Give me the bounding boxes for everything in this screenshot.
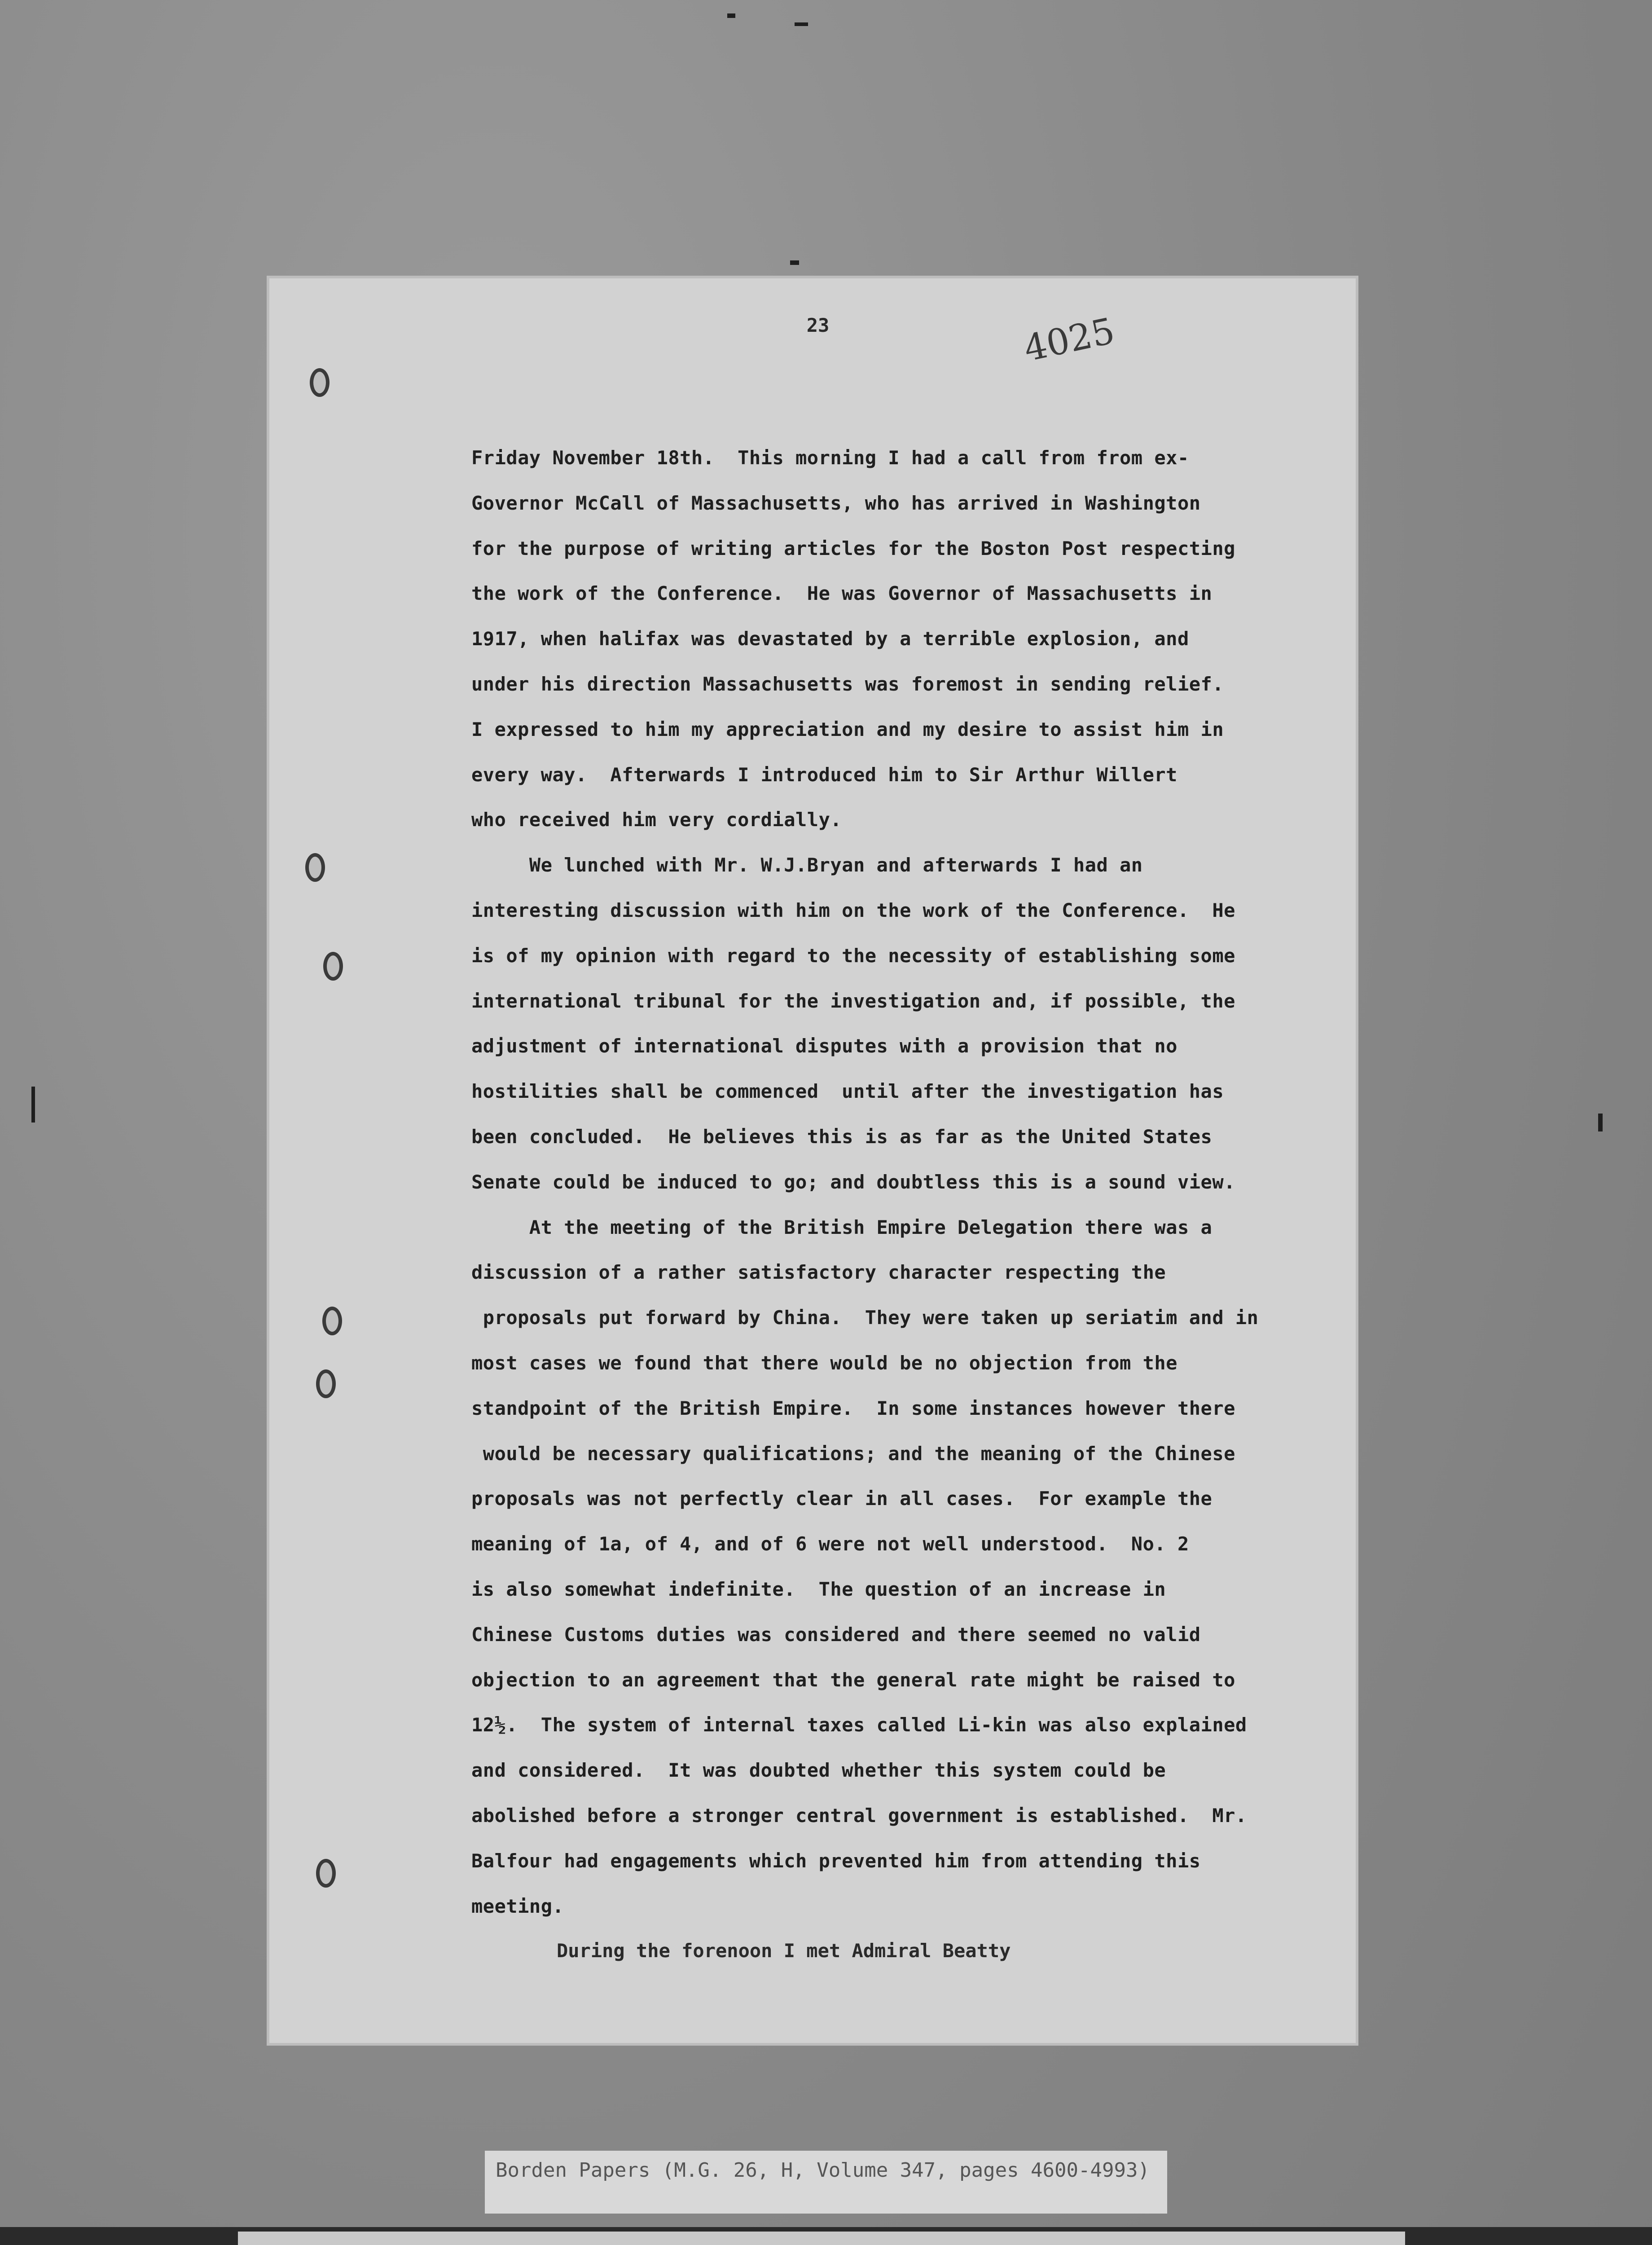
binder-hole [310, 368, 330, 397]
text-line: international tribunal for the investigation and, if possible, the [471, 990, 1235, 1012]
text-line: adjustment of international disputes with a provision that no [471, 1035, 1177, 1057]
text-line: objection to an agreement that the general rate might be raised to [471, 1668, 1235, 1691]
text-line: and considered. It was doubted whether this system could be [471, 1759, 1166, 1782]
text-line: for the purpose of writing articles for the Boston Post respecting [471, 537, 1235, 559]
film-mark [727, 13, 735, 18]
text-line: Senate could be induced to go; and doubtless this is a sound view. [471, 1171, 1235, 1193]
text-line: 1917, when halifax was devastated by a terrible explosion, and [471, 628, 1189, 650]
text-line: is of my opinion with regard to the necessity of establishing some [471, 944, 1235, 967]
text-line: meaning of 1a, of 4, and of 6 were not well understood. No. 2 [471, 1533, 1189, 1555]
text-line: proposals put forward by China. They were taken up seriatim and in [471, 1307, 1259, 1329]
folio-stamp: 4025 [1020, 309, 1119, 370]
text-line: who received him very cordially. [471, 809, 842, 831]
text-line: I expressed to him my appreciation and my desire to assist him in [471, 718, 1224, 740]
binder-hole [316, 1859, 336, 1888]
text-line: under his direction Massachusetts was foremost in sending relief. [471, 673, 1224, 695]
binder-hole [305, 853, 325, 882]
text-line: Friday November 18th. This morning I had a call from from ex- [471, 447, 1189, 469]
text-line: most cases we found that there would be no objection from the [471, 1351, 1177, 1374]
text-line: every way. Afterwards I introduced him to Sir Arthur Willert [471, 763, 1177, 786]
page-number: 23 [806, 314, 830, 336]
text-line: been concluded. He believes this is as far as the United States [471, 1125, 1213, 1148]
text-line: We lunched with Mr. W.J.Bryan and afterwards I had an [471, 854, 1143, 876]
film-mark [1598, 1114, 1603, 1131]
closing-line: During the forenoon I met Admiral Beatty [557, 1940, 1011, 1962]
text-line: would be necessary qualifications; and the meaning of the Chinese [471, 1442, 1235, 1465]
text-line: Chinese Customs duties was considered and there seemed no valid [471, 1623, 1201, 1646]
text-line: Balfour had engagements which prevented him from attending this [471, 1849, 1201, 1872]
text-line: At the meeting of the British Empire Delegation there was a [471, 1216, 1213, 1238]
text-line: discussion of a rather satisfactory character respecting the [471, 1261, 1166, 1284]
archives-card [238, 2232, 1405, 2245]
text-line: the work of the Conference. He was Governor of Massachusetts in [471, 582, 1213, 605]
text-line: interesting discussion with him on the work of the Conference. He [471, 899, 1235, 921]
text-line: proposals was not perfectly clear in all cases. For example the [471, 1488, 1213, 1510]
binder-hole [322, 1307, 342, 1335]
text-line: abolished before a stronger central government is established. Mr. [471, 1804, 1247, 1827]
text-line: is also somewhat indefinite. The question of an increase in [471, 1578, 1166, 1600]
text-line: hostilities shall be commenced until after the investigation has [471, 1080, 1224, 1103]
binder-hole [323, 952, 343, 981]
text-line: meeting. [471, 1895, 564, 1917]
film-mark [790, 260, 799, 265]
text-line: standpoint of the British Empire. In some instances however there [471, 1397, 1235, 1419]
collection-caption: Borden Papers (M.G. 26, H, Volume 347, pages 4600-4993) [485, 2151, 1167, 2214]
typescript-page [269, 278, 1356, 2043]
text-line: Governor McCall of Massachusetts, who has arrived in Washington [471, 492, 1201, 514]
body-text [471, 436, 1261, 1929]
film-mark [31, 1087, 35, 1122]
film-mark [795, 22, 808, 26]
text-line: 12½. The system of internal taxes called Li-kin was also explained [471, 1714, 1247, 1736]
binder-hole [316, 1369, 336, 1398]
